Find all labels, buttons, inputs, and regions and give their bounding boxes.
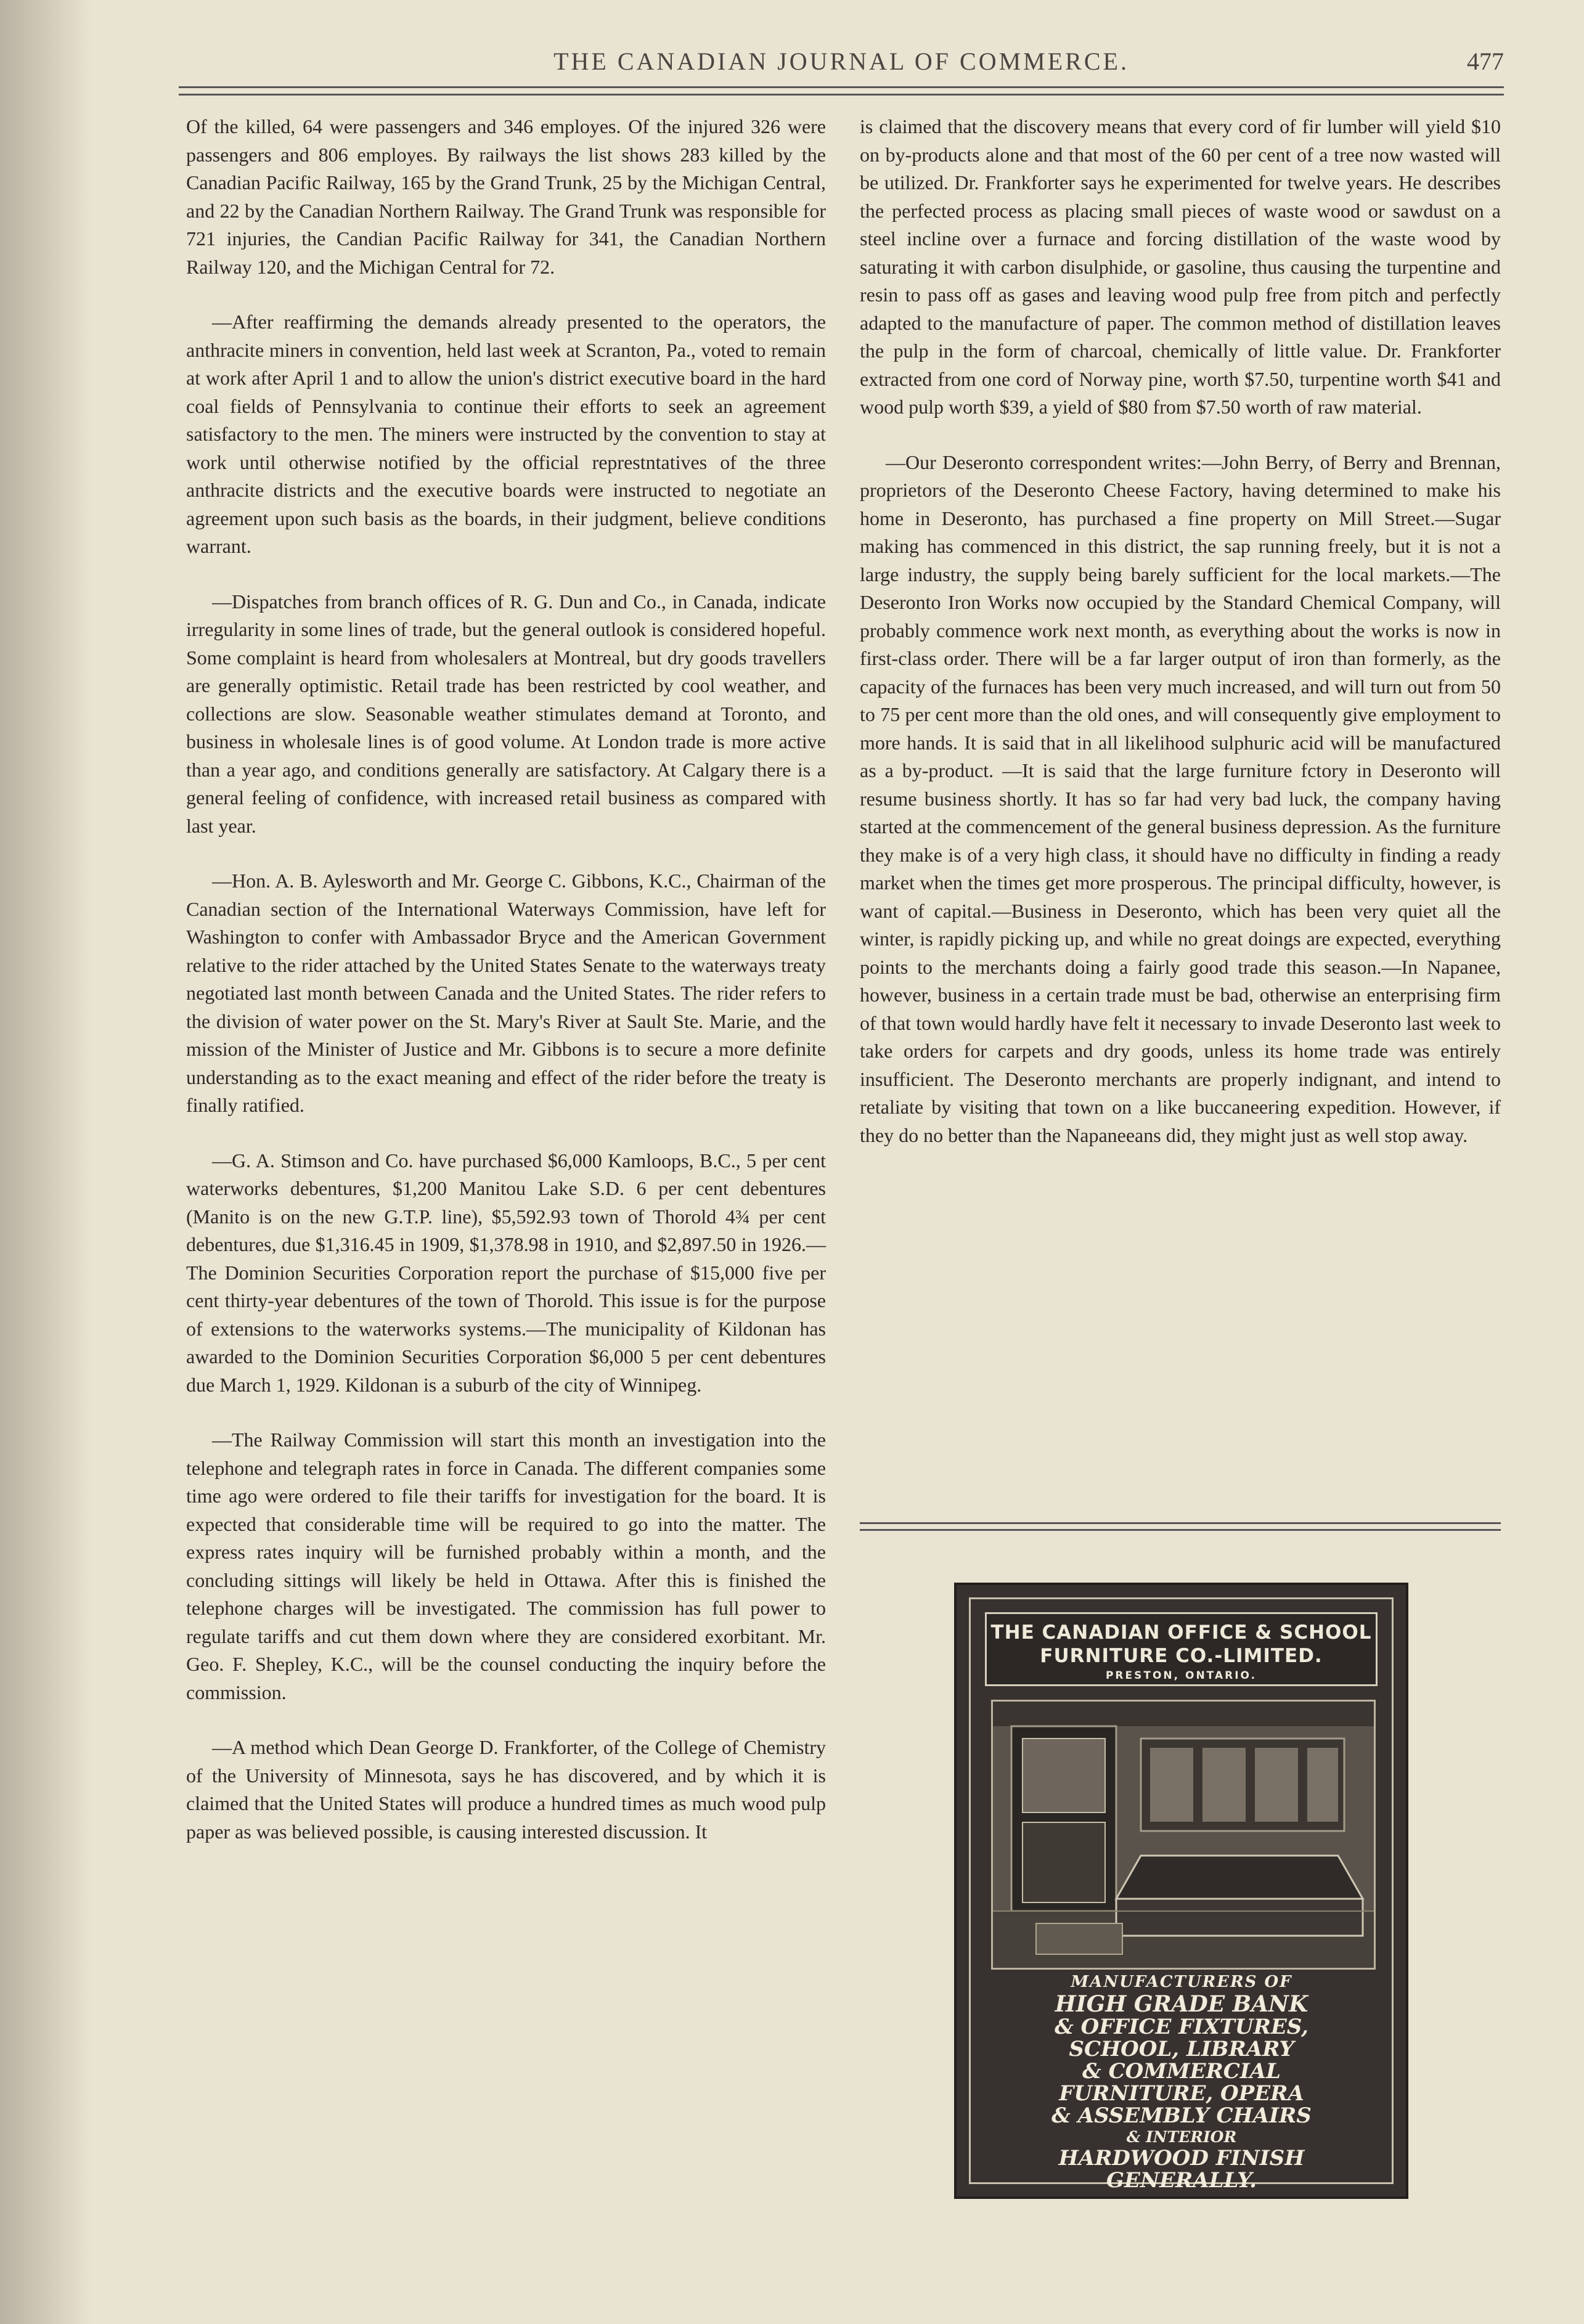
company-name-line1: THE CANADIAN OFFICE & SCHOOL xyxy=(990,1621,1372,1644)
advertisement-company-banner xyxy=(985,1612,1378,1686)
products-line: & COMMERCIAL xyxy=(1082,2059,1281,2084)
advertisement-products xyxy=(981,1972,1382,2193)
products-line: HIGH GRADE BANK xyxy=(1055,1991,1308,2017)
article-paragraph: —A method which Dean George D. Frankforter, of the College of Chemistry of the University of Minnesota, says he has discovered, and by which it is claimed that the United States will produce a hundred times as much wood pulp paper as was believed possible, is causing interested discussion. It xyxy=(186,1736,826,1843)
right-column xyxy=(860,113,1501,1149)
journal-title: THE CANADIAN JOURNAL OF COMMERCE. xyxy=(553,47,1129,75)
article-paragraph: —After reaffirming the demands already presented to the operators, the anthracite miners in convention, held last week at Scranton, Pa., voted to remain at work after April 1 and to allow the union's district executive board in the hard coal fields of Pennsylvania to continue their efforts to seek an agreement satisfactory to the men. The miners were instructed by the convention to stay at work until otherwise notified by the official represtntatives of the three anthracite districts and the executive boards were instructed to negotiate an agreement upon such basis as the boards, in their judgment, believe conditions warrant. xyxy=(186,311,826,557)
page-gutter-shadow xyxy=(0,0,92,2324)
products-line: HARDWOOD FINISH xyxy=(1058,2146,1305,2171)
article-paragraph: —The Railway Commission will start this month an investigation into the telephone and telegraph rates in force in Canada. The different companies some time ago were ordered to file their tariffs for investigation for the board. It is expected that considerable time will be required to go into the matter. The express rates inquiry will be furnished probably within a month, and the concluding sittings will likely be held in Ottawa. After this is finished the telephone charges will be investigated. The commission has full power to regulate tariffs and cut them down where they are considered exorbitant. Mr. Geo. F. Shepley, K.C., will be the counsel conducting the inquiry before the commission. xyxy=(186,1429,826,1703)
article-paragraph: —Our Deseronto correspondent writes:—John Berry, of Berry and Brennan, proprietors of the Deseronto Cheese Factory, having determined to make his home in Deseronto, has purchased a fine property on Mill Street.—Sugar making has commenced in this district, the sap running freely, but it is not a large industry, the supply being barely sufficient for the local markets.—The Deseronto Iron Works now occupied by the Standard Chemical Company, will probably commence work next month, as everything about the works is now in first-class order. There will be a far larger output of iron than formerly, as the capacity of the furnaces has been very much increased, and will turn out from 50 to 75 per cent more than the old ones, and will consequently give employment to more hands. It is said that in all likelihood sulphuric acid will be manufactured as a by-product. —It is said that the large furniture fctory in Deseronto will resume business shortly. It has so far had very bad luck, the company having started at the commencement of the general business depression. As the furniture they make is of a very high class, it should have no difficulty in finding a ready market when the times get more prosperous. The principal difficulty, however, is want of capital.—Business in Deseronto, which has been very quiet all the winter, is rapidly picking up, and while no great doings are expected, everything points to the merchants doing a fairly good trade this season.—In Napanee, however, business in a certain trade must be bad, otherwise an enterprising firm of that town would hardly have felt it necessary to invade Deseronto last week to take orders for carpets and dry goods, unless its home trade was entirely insufficient. The Deseronto merchants are properly indignant, and intend to retaliate by visiting that town on a like buccaneering expedition. However, if they do no better than the Napaneeans did, they might just as well stop away. xyxy=(860,451,1501,1146)
article-paragraph: Of the killed, 64 were passengers and 346 employes. Of the injured 326 were passengers and 806 employes. By railways the list shows 283 killed by the Canadian Pacific Railway, 165 by the Grand Trunk, 25 by the Michigan Central, and 22 by the Canadian Northern Railway. The Grand Trunk was responsible for 721 injuries, the Candian Pacific Railway for 341, the Canadian Northern Railway 120, and the Michigan Central for 72. xyxy=(186,115,826,278)
products-line: SCHOOL, LIBRARY xyxy=(1069,2037,1294,2061)
section-divider-rule xyxy=(860,1522,1501,1531)
office-interior-illustration xyxy=(991,1700,1376,1970)
company-name-line2: FURNITURE CO.-LIMITED. xyxy=(1040,1645,1323,1667)
products-line: & INTERIOR xyxy=(1126,2128,1237,2146)
products-heading: MANUFACTURERS OF xyxy=(1071,1973,1292,1991)
office-interior-drawing xyxy=(993,1702,1374,1968)
page-header xyxy=(179,44,1504,81)
left-column xyxy=(186,113,826,1846)
company-location: PRESTON, ONTARIO. xyxy=(1105,1670,1257,1682)
page-number: 477 xyxy=(1467,47,1504,75)
article-paragraph: —Dispatches from branch offices of R. G. Dun and Co., in Canada, indicate irregularity in some lines of trade, but the general outlook is considered hopeful. Some complaint is heard from wholesalers at Montreal, but dry goods travellers are generally optimistic. Retail trade has been restricted by cool weather, and collections are slow. Seasonable weather stimulates demand at Toronto, and business in wholesale lines is of good volume. At London trade is more active than a year ago, and conditions generally are satisfactory. At Calgary there is a general feeling of confidence, with increased retail business as compared with last year. xyxy=(186,590,826,837)
article-paragraph: —Hon. A. B. Aylesworth and Mr. George C. Gibbons, K.C., Chairman of the Canadian section of the International Waterways Commission, have left for Washington to confer with Ambassador Bryce and the American Government relative to the rider attached by the United States Senate to the waterways treaty negotiated last month between Canada and the United States. The rider refers to the division of water power on the St. Mary's River at Sault Ste. Marie, and the mission of the Minister of Justice and Mr. Gibbons is to secure a more definite understanding as to the exact meaning and effect of the rider before the treaty is finally ratified. xyxy=(186,870,826,1116)
products-line: & ASSEMBLY CHAIRS xyxy=(1051,2103,1312,2128)
products-line: FURNITURE, OPERA xyxy=(1059,2081,1304,2106)
furniture-advertisement xyxy=(954,1583,1408,2199)
products-line: & OFFICE FIXTURES, xyxy=(1055,2015,1308,2039)
article-paragraph: —G. A. Stimson and Co. have purchased $6,000 Kamloops, B.C., 5 per cent waterworks debentures, $1,200 Manitou Lake S.D. 6 per cent debentures (Manito is on the new G.T.P. line), $5,592.93 town of Thorold 4¾ per cent debentures, due $1,316.45 in 1909, $1,378.98 in 1910, and $2,897.50 in 1926.—The Dominion Securities Corporation report the purchase of $15,000 five per cent thirty-year debentures of the town of Thorold. This issue is for the purpose of extensions to the waterworks systems.—The municipality of Kildonan has awarded to the Dominion Securities Corporation $6,000 5 per cent debentures due March 1, 1929. Kildonan is a suburb of the city of Winnipeg. xyxy=(186,1149,826,1396)
article-paragraph: is claimed that the discovery means that every cord of fir lumber will yield $10 on by-products alone and that most of the 60 per cent of a tree now wasted will be utilized. Dr. Frankforter says he experimented for twelve years. He describes the perfected process as placing small pieces of waste wood or sawdust on a steel incline over a furnace and forcing distillation of the waste wood by saturating it with carbon disulphide, or gasoline, thus causing the turpentine and resin to pass off as gases and leaving wood pulp free from pitch and perfectly adapted to the manufacture of paper. The common method of distillation leaves the pulp in the form of charcoal, chemically of little value. Dr. Frankforter extracted from one cord of Norway pine, worth $7.50, turpentine worth $41 and wood pulp worth $39, a yield of $80 from $7.50 worth of raw material. xyxy=(860,115,1501,418)
header-rule xyxy=(179,86,1504,96)
products-line: GENERALLY. xyxy=(1106,2168,1257,2193)
